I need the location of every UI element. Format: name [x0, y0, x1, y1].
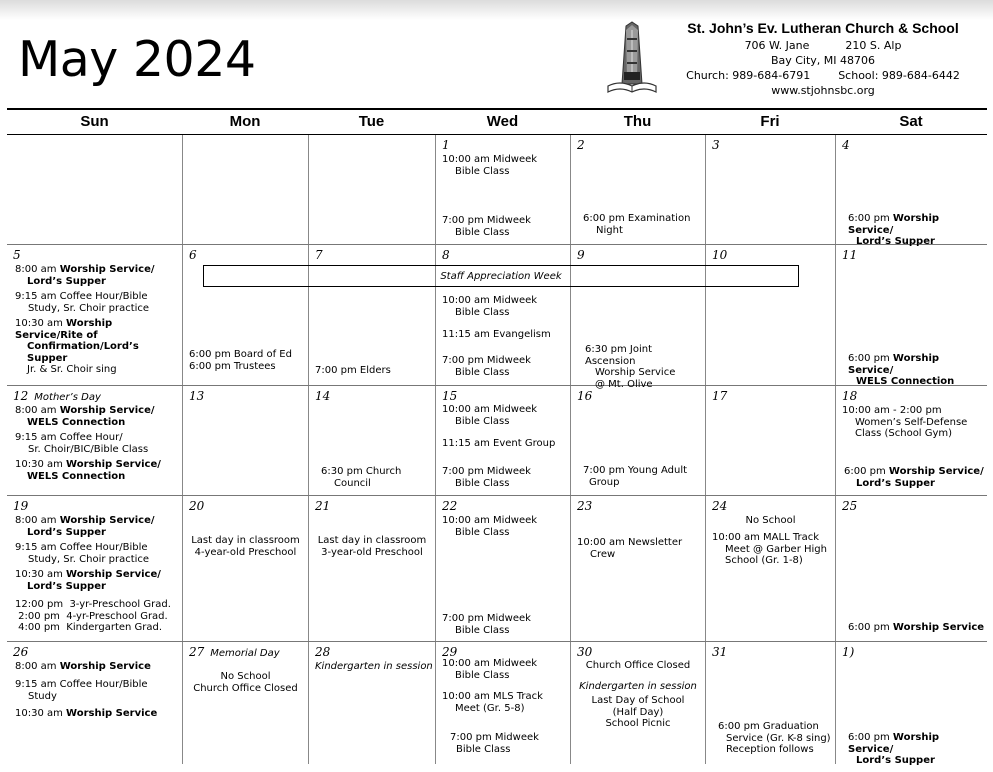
calendar-event: 7:00 pm Midweek Bible Class [442, 355, 531, 378]
calendar-week [7, 135, 987, 245]
day-cell [308, 386, 435, 495]
weekday-header: Sat [899, 113, 923, 130]
calendar-event: Last day in classroom 3-year-old Preschool [317, 535, 427, 558]
day-number: 29 [442, 645, 458, 659]
calendar-event: 9:15 am Coffee Hour/Bible Study, Sr. Choir practice [15, 542, 150, 565]
calendar-event: 10:00 am Midweek Bible Class [442, 515, 538, 538]
calendar-event: 8:00 am Worship Service/ Lord’s Supper [15, 515, 155, 538]
day-number: 15 [442, 389, 458, 403]
banner-label: Staff Appreciation Week [440, 270, 562, 282]
day-cell [435, 496, 570, 641]
calendar-event: 9:15 am Coffee Hour/ Sr. Choir/BIC/Bible Class [15, 432, 149, 455]
day-cell [705, 135, 835, 244]
day-cell [835, 386, 987, 495]
weekday-header: Sun [80, 113, 109, 130]
day-cell [835, 496, 987, 641]
calendar-event: 10:30 am Worship Service [15, 708, 158, 719]
calendar-event: 8:00 am Worship Service/ Lord’s Supper [15, 264, 155, 287]
day-number: 12 Mother’s Day [13, 389, 101, 403]
day-number: 26 [13, 645, 29, 659]
day-number: 1 [442, 138, 450, 152]
day-number: 10 [712, 248, 728, 262]
calendar-event: 6:00 pm Worship Service/ Lord’s Supper [844, 466, 984, 489]
church-phone: Church: 989-684-6791 [686, 69, 811, 82]
calendar-event: Last day in classroom 4-year-old Preschool [191, 535, 300, 558]
day-number: 6 [189, 248, 197, 262]
weekday-header: Tue [358, 113, 385, 130]
day-cell [570, 135, 705, 244]
day-number: 17 [712, 389, 728, 403]
holiday-note: Memorial Day [210, 648, 280, 659]
day-number: 11 [842, 248, 858, 262]
calendar-event: 9:15 am Coffee Hour/Bible Study [15, 679, 148, 702]
calendar-event: 12:00 pm 3-yr-Preschool Grad. 2:00 pm 4-yr-Preschool Grad. 4:00 pm Kindergarten Grad. [15, 599, 171, 633]
day-number: 13 [189, 389, 205, 403]
calendar-event: No School [745, 515, 796, 526]
day-cell [835, 135, 987, 247]
calendar-week [7, 496, 987, 642]
church-logo-icon [604, 20, 660, 96]
day-number: 4 [842, 138, 850, 152]
day-cell-empty [308, 135, 435, 244]
calendar-event: 10:00 am Midweek Bible Class [442, 404, 538, 427]
day-cell [308, 496, 435, 641]
calendar-event: 10:00 am MALL Track Meet @ Garber High School (Gr. 1-8) [712, 532, 827, 566]
calendar-event: 6:00 pm Graduation Service (Gr. K-8 sing) Reception follows [718, 721, 831, 755]
day-cell [7, 386, 182, 495]
weekday-header: Fri [760, 113, 780, 130]
calendar-grid [7, 108, 987, 768]
day-number: 19 [13, 499, 29, 513]
calendar-event: 10:00 am Midweek Bible Class [442, 658, 538, 681]
calendar-event: Kindergarten in session [315, 661, 433, 672]
day-cell [182, 642, 308, 764]
day-cell [435, 386, 570, 495]
church-phones [678, 68, 968, 83]
day-cell [570, 386, 705, 495]
day-number: 24 [712, 499, 728, 513]
calendar-event: 10:30 am Worship Service/ Lord’s Supper [15, 569, 161, 592]
calendar-event: 6:00 pm Worship Service/ WELS Connection [848, 353, 955, 387]
calendar-event: 7:00 pm Midweek Bible Class [450, 732, 539, 755]
school-phone: School: 989-684-6442 [838, 69, 960, 82]
day-number: 30 [577, 645, 593, 659]
day-cell [182, 496, 308, 641]
calendar-event: 6:00 pm Board of Ed 6:00 pm Trustees [189, 349, 292, 372]
calendar-event: 10:00 am - 2:00 pm Women’s Self-Defense Class (School Gym) [842, 405, 968, 439]
weekday-header: Wed [486, 113, 519, 130]
church-addresses [678, 38, 968, 53]
day-number: 2 [577, 138, 585, 152]
day-cell [435, 642, 570, 764]
weekday-header: Mon [229, 113, 261, 130]
calendar-title: May 2024 [18, 31, 256, 88]
day-cell-empty [182, 135, 308, 244]
calendar-event: 11:15 am Evangelism [442, 329, 551, 340]
holiday-note: Mother’s Day [34, 392, 101, 403]
day-number: 5 [13, 248, 21, 262]
calendar-event: 8:00 am Worship Service [15, 661, 151, 672]
calendar-week [7, 642, 987, 764]
day-number: 18 [842, 389, 858, 403]
day-cell [705, 496, 835, 641]
day-number: 25 [842, 499, 858, 513]
calendar-event: 9:15 am Coffee Hour/Bible Study, Sr. Choir practice [15, 291, 150, 314]
church-city: Bay City, MI 48706 [770, 54, 876, 67]
day-cell [7, 245, 182, 385]
calendar-event: Church Office Closed [585, 660, 691, 671]
day-number: 21 [315, 499, 331, 513]
day-number: 9 [577, 248, 585, 262]
day-cell [435, 135, 570, 244]
calendar-event: 10:30 am Worship Service/ WELS Connection [15, 459, 161, 482]
day-number: 22 [442, 499, 458, 513]
day-cell [705, 386, 835, 495]
day-number: 27 Memorial Day [189, 645, 280, 659]
calendar-event: 6:30 pm Church Council [321, 466, 402, 489]
staff-appreciation-banner [203, 265, 799, 287]
church-address: 706 W. Jane [744, 39, 810, 52]
calendar-event: 10:00 am Midweek Bible Class [442, 295, 538, 318]
calendar-event: 6:00 pm Examination Night [583, 213, 691, 236]
calendar-event: Last Day of School (Half Day) School Picnic [591, 695, 685, 729]
day-cell [835, 642, 987, 764]
calendar-event: 6:30 pm Joint Ascension Worship Service @ Mt. Olive [585, 344, 676, 390]
day-cell [182, 386, 308, 495]
top-gradient-band [0, 0, 993, 20]
calendar-event: 6:00 pm Worship Service/ Lord’s Supper [848, 213, 940, 247]
weekday-header-row [7, 110, 987, 135]
church-info [678, 18, 968, 98]
calendar-event: 10:00 am Midweek Bible Class [442, 154, 538, 177]
calendar-event: No School Church Office Closed [193, 671, 298, 694]
day-cell [7, 496, 182, 641]
day-number: 14 [315, 389, 331, 403]
day-number: 20 [189, 499, 205, 513]
calendar-event: 10:00 am Newsletter Crew [577, 537, 683, 560]
weekday-header: Thu [623, 113, 652, 130]
day-cell [7, 642, 182, 764]
calendar-event: 7:00 pm Elders [315, 365, 391, 376]
day-cell [308, 642, 435, 764]
calendar-week [7, 386, 987, 496]
calendar-event: 10:00 am MLS Track Meet (Gr. 5-8) [442, 691, 543, 714]
day-number: 23 [577, 499, 593, 513]
calendar-event: 6:00 pm Worship Service/ Lord’s Supper [848, 732, 940, 766]
school-address: 210 S. Alp [845, 39, 902, 52]
day-cell [835, 245, 987, 385]
calendar-event: 6:00 pm Worship Service [848, 622, 985, 633]
church-website: www.stjohnsbc.org [771, 84, 875, 97]
calendar-event: 7:00 pm Midweek Bible Class [442, 215, 531, 238]
day-number: 7 [315, 248, 323, 262]
day-number: 28 [315, 645, 331, 659]
day-cell [570, 496, 705, 641]
day-number: 1) [842, 645, 855, 659]
calendar-event: 7:00 pm Midweek Bible Class [442, 466, 531, 489]
calendar-event: Kindergarten in session [579, 681, 697, 692]
church-name: St. John’s Ev. Lutheran Church & School [687, 20, 959, 36]
calendar-event: 8:00 am Worship Service/ WELS Connection [15, 405, 155, 428]
day-cell [570, 642, 705, 764]
calendar-event: 11:15 am Event Group [442, 438, 556, 449]
day-cell [705, 642, 835, 764]
day-number: 31 [712, 645, 728, 659]
calendar-event: 7:00 pm Young Adult Group [583, 465, 688, 488]
calendar-event: 10:30 am Worship Service/Rite of Confirmation/Lord’s Supper Jr. & Sr. Choir sing [15, 318, 139, 375]
day-number: 3 [712, 138, 720, 152]
day-cell-empty [7, 135, 182, 244]
day-number: 16 [577, 389, 593, 403]
calendar-event: 7:00 pm Midweek Bible Class [442, 613, 531, 636]
day-number: 8 [442, 248, 450, 262]
